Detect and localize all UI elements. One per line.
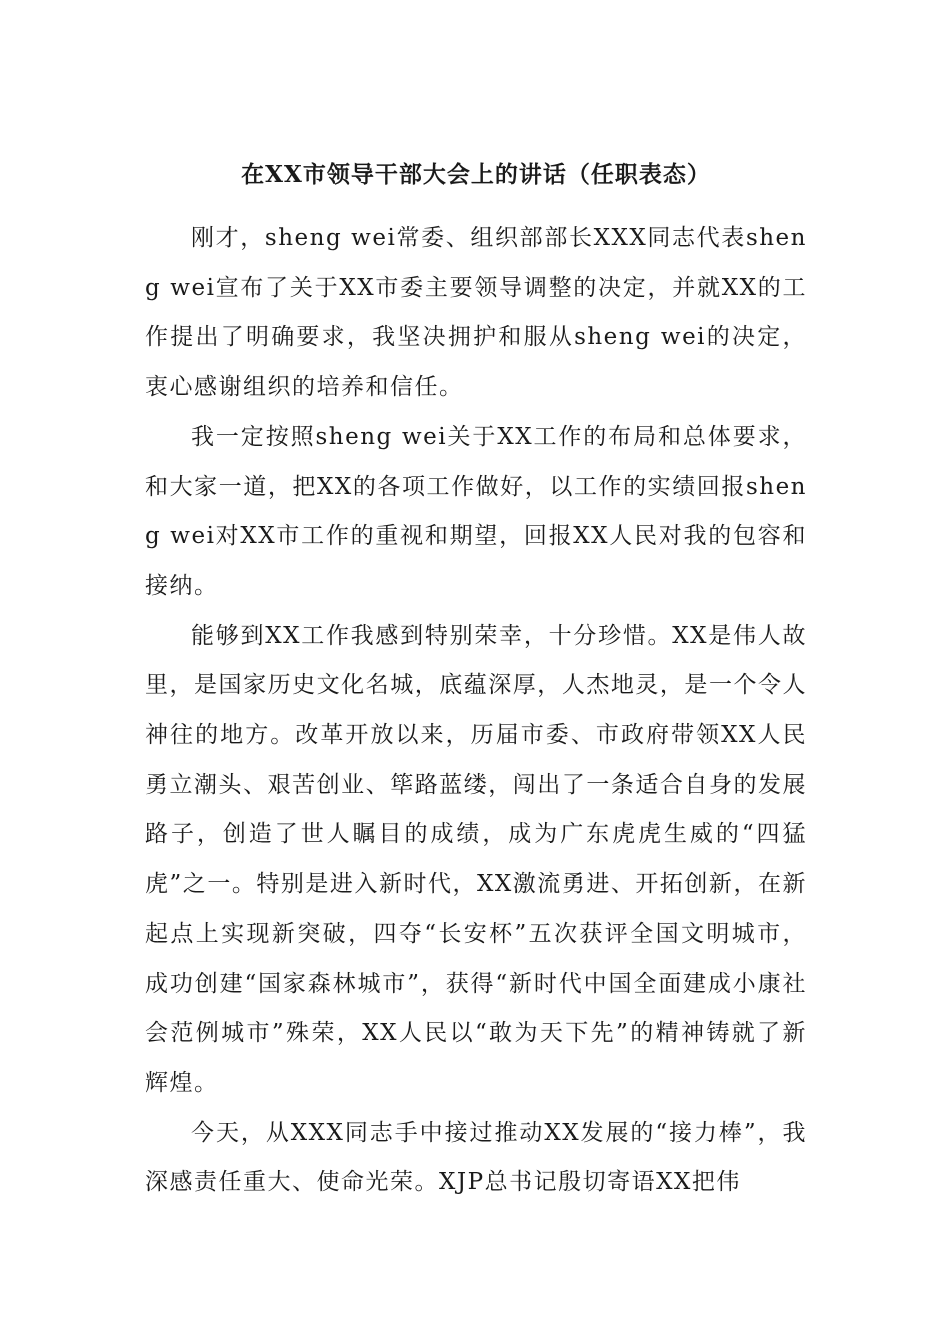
paragraph-2: 我一定按照sheng wei关于XX工作的布局和总体要求，和大家一道，把XX的各项工作做好，以工作的实绩回报sheng wei对XX市工作的重视和期望，回报XX人民对我的包容和接纳。	[145, 423, 807, 599]
paragraph-4: 今天，从XXX同志手中接过推动XX发展的“接力棒”，我深感责任重大、使命光荣。XJP总书记殷切寄语XX把伟	[145, 1119, 807, 1196]
document-title: 在XX市领导干部大会上的讲话（任职表态）	[241, 161, 711, 188]
document-body	[145, 140, 807, 1208]
paragraph-1: 刚才，sheng wei常委、组织部部长XXX同志代表sheng wei宣布了关于XX市委主要领导调整的决定，并就XX的工作提出了明确要求，我坚决拥护和服从sheng wei的决定，衷心感谢组织的培养和信任。	[145, 225, 807, 401]
paragraph-3: 能够到XX工作我感到特别荣幸，十分珍惜。XX是伟人故里，是国家历史文化名城，底蕴深厚，人杰地灵，是一个令人神往的地方。改革开放以来，历届市委、市政府带领XX人民勇立潮头、艰苦创业、筚路蓝缕，闯出了一条适合自身的发展路子，创造了世人瞩目的成绩，成为广东虎虎生威的“四猛虎”之一。特别是进入新时代，XX激流勇进、开拓创新，在新起点上实现新突破，四夺“长安杯”五次获评全国文明城市，成功创建“国家森林城市”，获得“新时代中国全面建成小康社会范例城市”殊荣，XX人民以“敢为天下先”的精神铸就了新辉煌。	[145, 622, 807, 1096]
